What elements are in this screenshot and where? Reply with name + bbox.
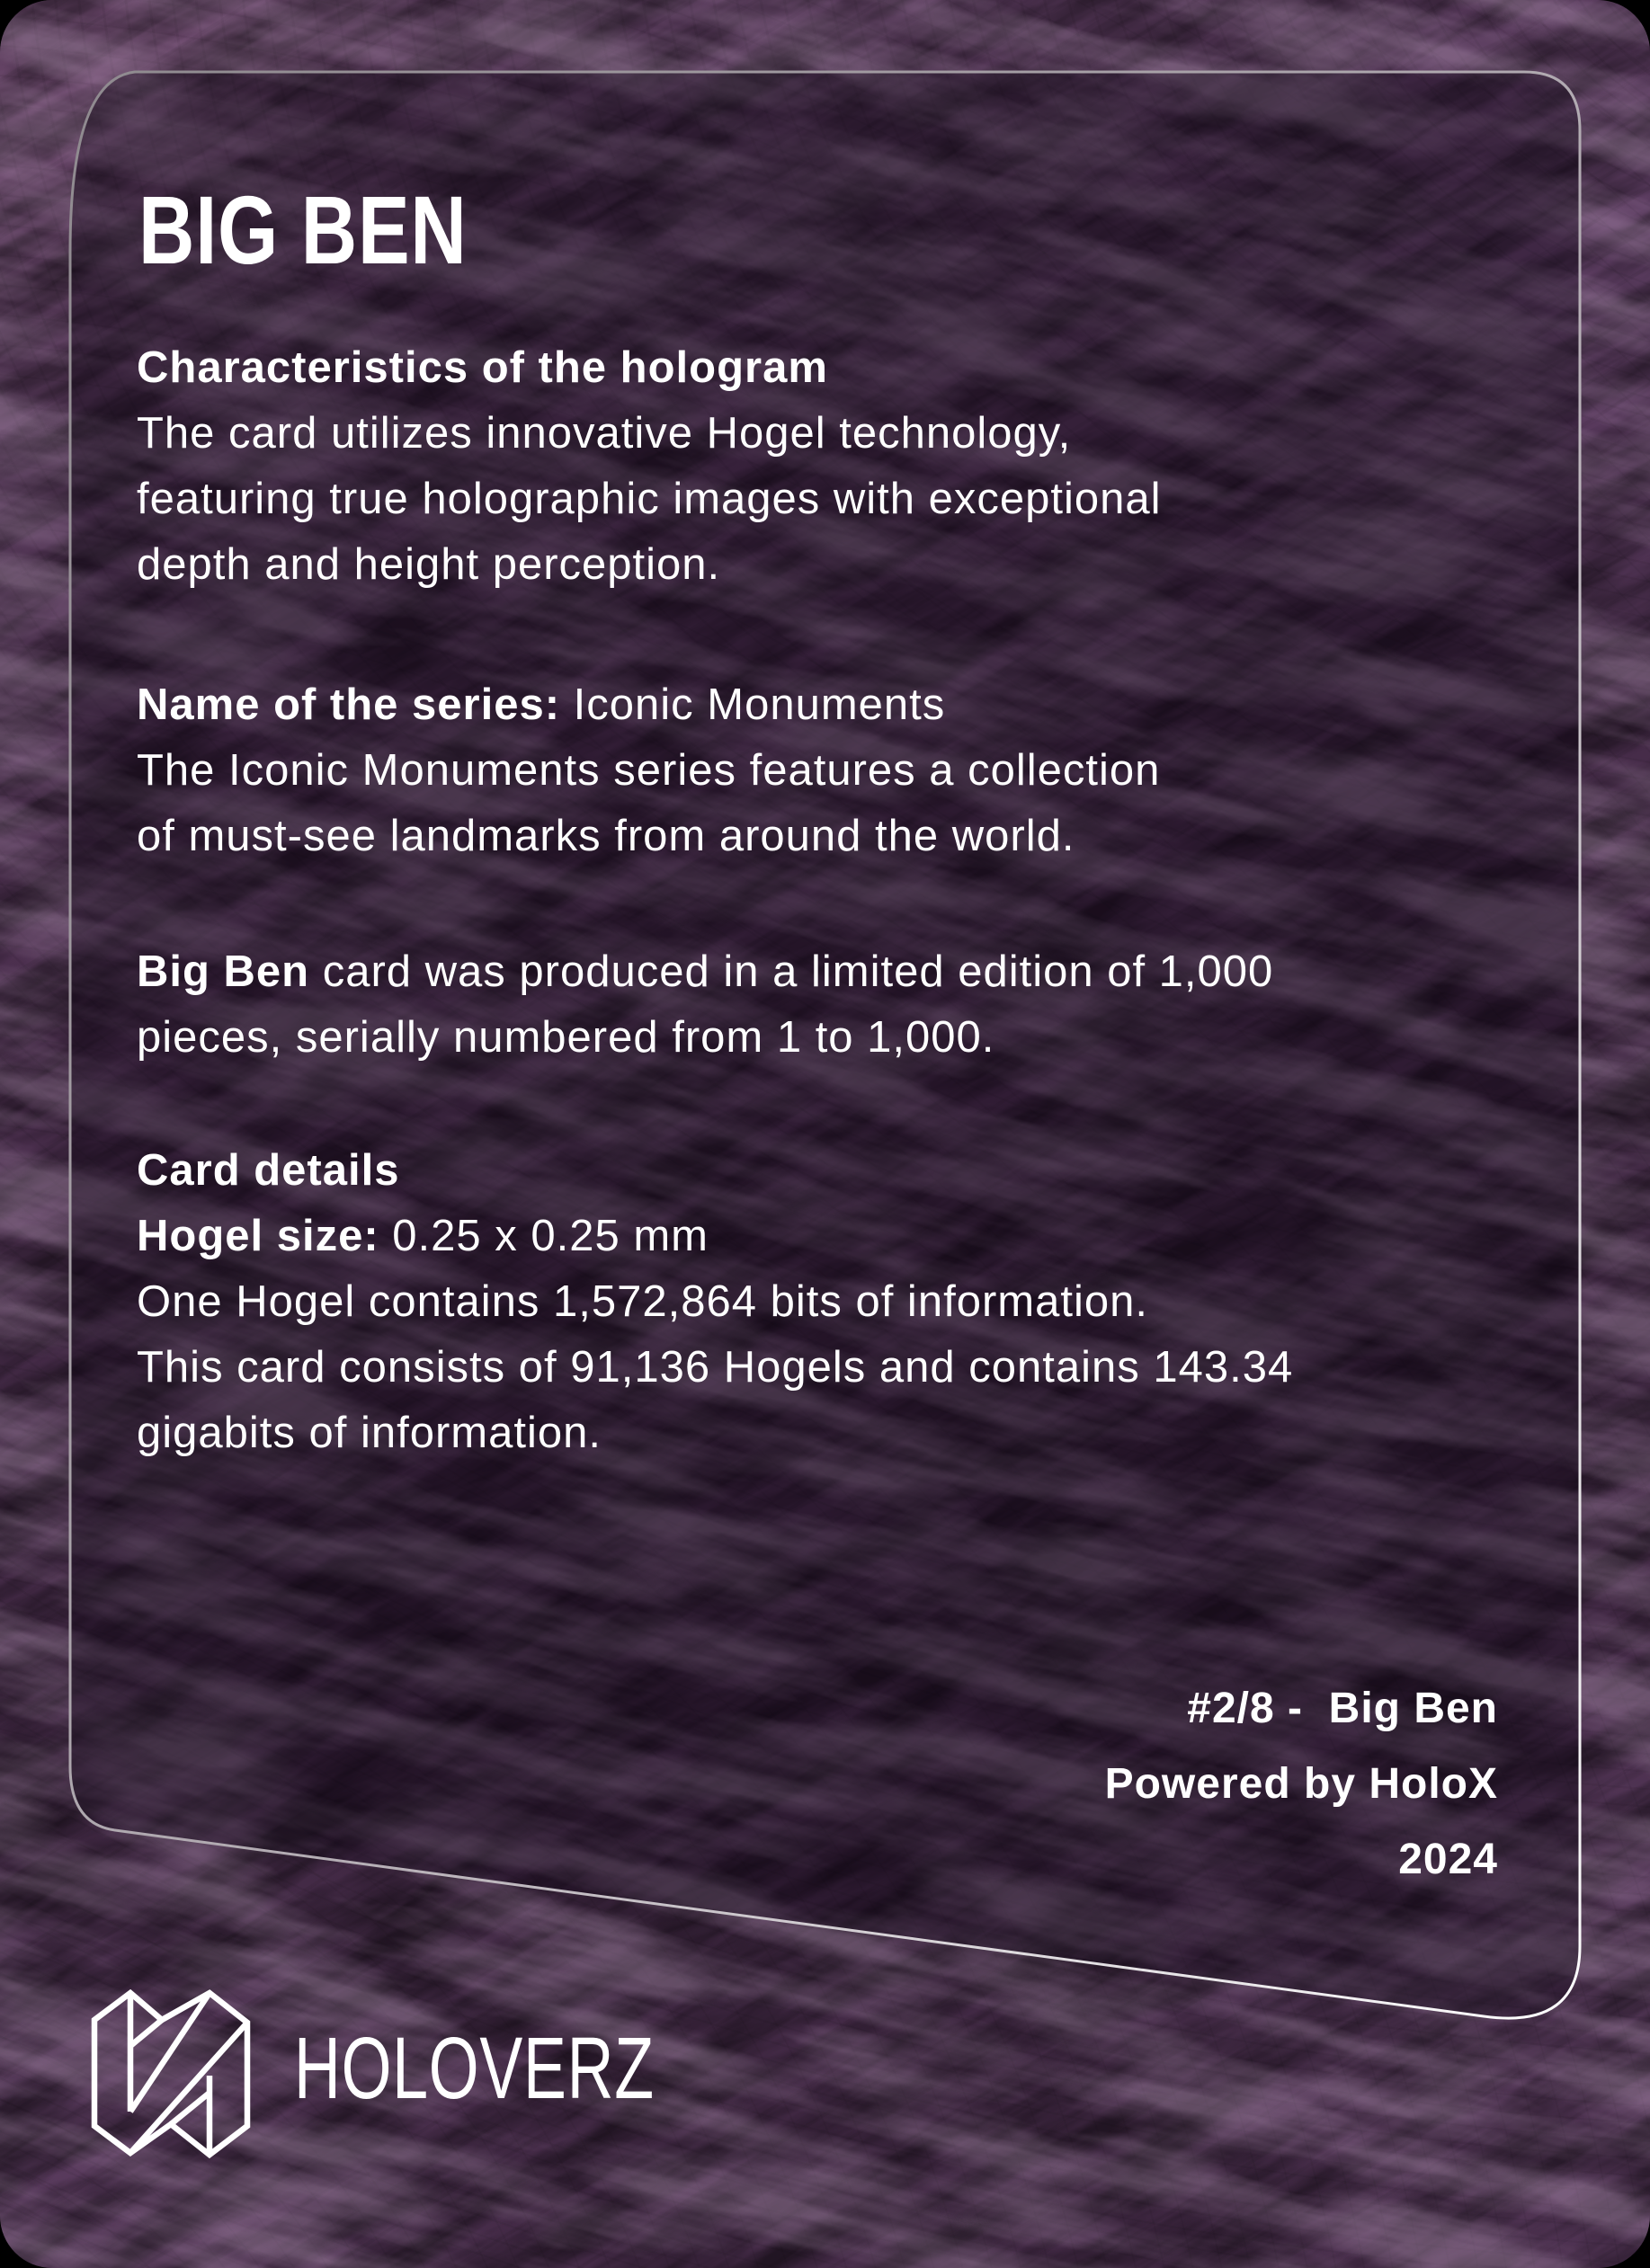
text-line: depth and height perception. xyxy=(137,540,721,589)
lead-rest: 0.25 x 0.25 mm xyxy=(379,1212,709,1260)
text-line: This card consists of 91,136 Hogels and contains 143.34 xyxy=(137,1343,1294,1392)
text-line: The Iconic Monuments series features a collection xyxy=(137,746,1161,795)
text-line: One Hogel contains 1,572,864 bits of information. xyxy=(137,1277,1148,1326)
text-line: gigabits of information. xyxy=(137,1409,602,1457)
section-limited-edition xyxy=(137,939,1273,1071)
section-card-details xyxy=(137,1138,1293,1466)
section-series-name xyxy=(137,672,1160,869)
lead-line xyxy=(137,939,1273,1005)
lead-line xyxy=(137,672,1160,738)
lead-bold: Name of the series: xyxy=(137,680,561,729)
text-line: featuring true holographic images with exceptional xyxy=(137,475,1162,523)
edition-number: #2/8 - Big Ben xyxy=(1187,1685,1498,1732)
year: 2024 xyxy=(1398,1836,1498,1883)
lead-bold: Big Ben xyxy=(137,947,310,996)
section-heading: Card details xyxy=(137,1146,400,1195)
brand-name: HOLOVERZ xyxy=(294,2019,655,2117)
edition-footer xyxy=(1105,1671,1498,1898)
lead-line xyxy=(137,1204,1293,1269)
section-heading: Characteristics of the hologram xyxy=(137,343,828,392)
text-line: of must-see landmarks from around the world. xyxy=(137,812,1075,860)
card-title: BIG BEN xyxy=(138,175,468,284)
lead-rest: Iconic Monuments xyxy=(560,680,946,729)
text-line: The card utilizes innovative Hogel technology, xyxy=(137,409,1072,458)
text-line: pieces, serially numbered from 1 to 1,000. xyxy=(137,1013,995,1062)
section-hologram-characteristics xyxy=(137,335,1162,598)
lead-bold: Hogel size: xyxy=(137,1212,379,1260)
lead-rest: card was produced in a limited edition of 1,000 xyxy=(309,947,1274,996)
holoverz-logo-icon xyxy=(91,1989,251,2158)
powered-by: Powered by HoloX xyxy=(1104,1760,1498,1808)
